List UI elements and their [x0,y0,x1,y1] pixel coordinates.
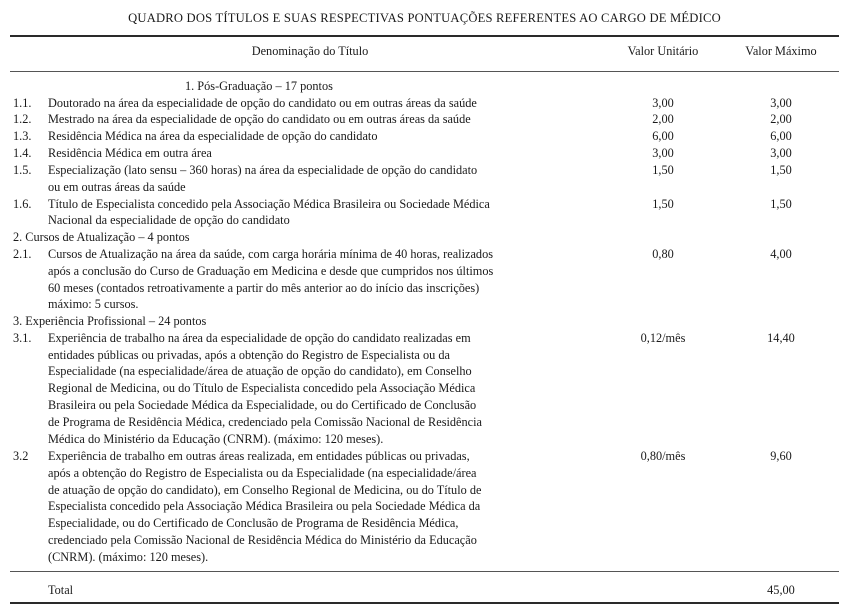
item-text: Nacional da especialidade de opção do candidato [48,213,290,227]
item-number: 2.1. [13,247,32,261]
item-number: 1.3. [13,129,32,143]
total-rule [10,571,839,572]
item-text: Residência Médica em outra área [48,146,212,160]
item-text: Especialista concedido pela Associação Médica Brasileira ou pela Sociedade Médica da [48,499,481,513]
item-text: Especialização (lato sensu – 360 horas) na área da especialidade de opção do candidato [48,163,478,177]
section-cursos-atualizacao: 2. Cursos de Atualização – 4 pontos [13,230,190,244]
item-text: Regional de Medicina, ou do Título de Especialista concedido pela Associação Médica [48,381,476,395]
table-title: QUADRO DOS TÍTULOS E SUAS RESPECTIVAS PONTUAÇÕES REFERENTES AO CARGO DE MÉDICO [128,11,721,25]
item-text: Residência Médica na área da especialidade de opção do candidato [48,129,378,143]
item-text: após a conclusão do Curso de Graduação em Medicina e desde que cumpridos nos últimos [48,264,494,278]
item-text: máximo: 5 cursos. [48,297,139,311]
valor-maximo: 3,00 [770,96,792,110]
item-text: credenciado pela Comissão Nacional de Residência Médica do Ministério da Educação [48,533,477,547]
valor-unitario: 1,50 [652,163,674,177]
valor-maximo: 1,50 [770,163,792,177]
item-text: entidades públicas ou privadas, após a obtenção do Registro de Especialista ou da [48,348,450,362]
valor-maximo: 6,00 [770,129,792,143]
header-rule [10,71,839,72]
item-number: 1.6. [13,197,32,211]
bottom-rule [10,602,839,604]
valor-maximo: 1,50 [770,197,792,211]
item-text: 60 meses (contados retroativamente a partir do mês anterior ao do início das inscrições) [48,281,480,295]
item-text: (CNRM). (máximo: 120 meses). [48,550,209,564]
item-text: Experiência de trabalho na área da especialidade de opção do candidato realizadas em [48,331,471,345]
item-text: Experiência de trabalho em outras áreas realizada, em entidades públicas ou privadas, [48,449,470,463]
valor-unitario: 6,00 [652,129,674,143]
item-text: Médica do Ministério da Educação (CNRM). (máximo: 120 meses). [48,432,384,446]
item-text: Título de Especialista concedido pela Associação Médica Brasileira ou Sociedade Médica [48,197,490,211]
total-value: 45,00 [767,583,795,597]
valor-maximo: 4,00 [770,247,792,261]
item-text: ou em outras áreas da saúde [48,180,186,194]
section-experiencia-profissional: 3. Experiência Profissional – 24 pontos [13,314,207,328]
total-label: Total [48,583,74,597]
valor-maximo: 3,00 [770,146,792,160]
item-text: Especialidade (na especialidade/área de atuação de opção do candidato), em Conselho [48,364,472,378]
item-number: 1.5. [13,163,32,177]
item-text: Mestrado na área da especialidade de opção do candidato ou em outras áreas da saúde [48,112,471,126]
valor-unitario: 0,12/mês [640,331,686,345]
item-text: Doutorado na área da especialidade de opção do candidato ou em outras áreas da saúde [48,96,477,110]
valor-maximo: 2,00 [770,112,792,126]
valor-maximo: 9,60 [770,449,792,463]
valor-maximo: 14,40 [767,331,795,345]
section-pos-graduacao: 1. Pós-Graduação – 17 pontos [185,79,333,93]
header-valor-unitario: Valor Unitário [627,44,699,58]
item-number: 1.4. [13,146,32,160]
item-text: Cursos de Atualização na área da saúde, com carga horária mínima de 40 horas, realizados [48,247,494,261]
valor-unitario: 1,50 [652,197,674,211]
item-text: Especialidade, ou do Certificado de Conclusão de Programa de Residência Médica, [48,516,459,530]
header-denominacao: Denominação do Título [251,44,369,58]
valor-unitario: 2,00 [652,112,674,126]
item-text: Brasileira ou pela Sociedade Médica da Especialidade, ou do Certificado de Conclusão [48,398,477,412]
item-text: de Programa de Residência Médica, credenciado pela Comissão Nacional de Residência [48,415,482,429]
valor-unitario: 3,00 [652,146,674,160]
item-text: de atuação de opção do candidato), em Conselho Regional de Medicina, ou do Título de [48,483,482,497]
header-valor-maximo: Valor Máximo [745,44,817,58]
top-rule [10,35,839,37]
item-number: 1.2. [13,112,32,126]
item-number: 1.1. [13,96,32,110]
item-number: 3.1. [13,331,32,345]
valor-unitario: 0,80 [652,247,674,261]
valor-unitario: 0,80/mês [640,449,686,463]
item-text: após a obtenção do Registro de Especialista ou da Especialidade (na especialidade/área [48,466,477,480]
valor-unitario: 3,00 [652,96,674,110]
item-number: 3.2 [13,449,29,463]
